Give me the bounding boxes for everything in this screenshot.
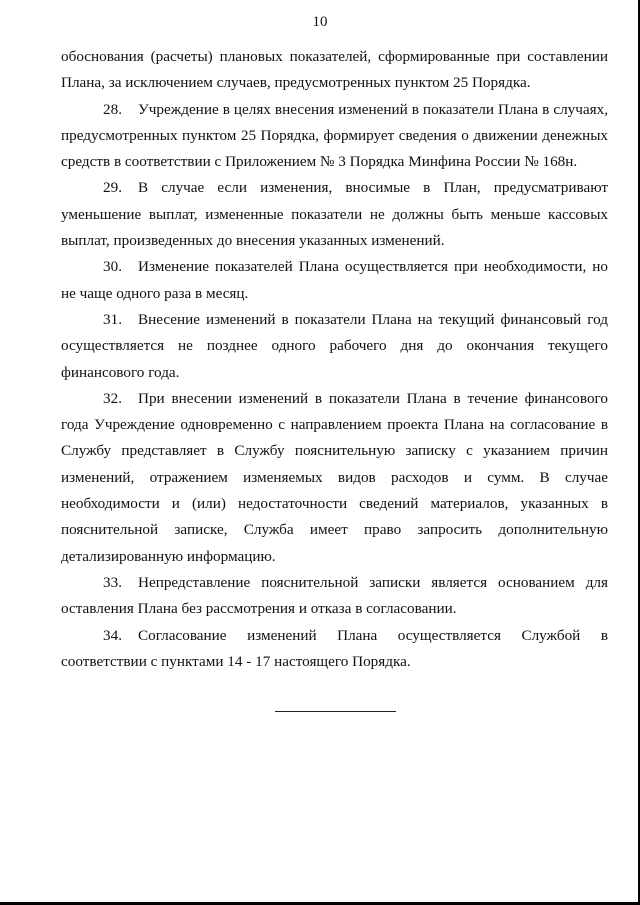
end-separator-line	[275, 711, 396, 712]
paragraph-continuation	[61, 44, 608, 97]
paragraph-29	[61, 175, 608, 254]
page-number: 10	[312, 14, 328, 30]
paragraph-number: 30.	[103, 258, 122, 276]
paragraph-31	[61, 307, 608, 386]
paragraph-number: 28.	[103, 100, 122, 118]
paragraph-28	[61, 97, 608, 176]
paragraph-32	[61, 386, 608, 570]
paragraph-text: Согласование изменений Плана осуществляется Службой в соответствии с пунктами 14 - 17 настоящего Порядка.	[61, 626, 608, 670]
paragraph-number: 34.	[103, 626, 122, 644]
paragraph-number: 31.	[103, 310, 122, 328]
paragraph-text: В случае если изменения, вносимые в План, предусматривают уменьшение выплат, измененные показатели не должны быть меньше кассовых выплат, произведенных до внесения указанных изменений.	[61, 179, 608, 250]
paragraph-number: 29.	[103, 179, 122, 197]
paragraph-text: обоснования (расчеты) плановых показателей, сформированные при составлении Плана, за исключением случаев, предусмотренных пунктом 25 Порядка.	[61, 48, 608, 92]
paragraph-33	[61, 570, 608, 623]
paragraph-text: Изменение показателей Плана осуществляется при необходимости, но не чаще одного раза в месяц.	[61, 258, 608, 302]
paragraph-number: 33.	[103, 573, 122, 591]
paragraph-text: При внесении изменений в показатели Плана в течение финансового года Учреждение одновременно с направлением проекта Плана на согласование в Службу представляет в Службу пояснительную записку с указанием причин изменений, отражением изменяемых видов расходов и сумм. В случае необходимости и (или) недостаточности сведений материалов, указанных в пояснительной записке, Служба имеет право запросить дополнительную детализированную информацию.	[61, 389, 608, 565]
paragraph-text: Учреждение в целях внесения изменений в показатели Плана в случаях, предусмотренных пунктом 25 Порядка, формирует сведения о движении денежных средств в соответствии с Приложением № 3 Порядка Минфина России № 168н.	[61, 100, 608, 171]
paragraph-text: Внесение изменений в показатели Плана на текущий финансовый год осуществляется не позднее одного рабочего дня до окончания текущего финансового года.	[61, 310, 608, 381]
paragraph-30	[61, 254, 608, 307]
document-body	[61, 44, 608, 675]
paragraph-text: Непредставление пояснительной записки является основанием для оставления Плана без рассмотрения и отказа в согласовании.	[61, 573, 608, 618]
paragraph-34	[61, 623, 608, 676]
paragraph-number: 32.	[103, 389, 122, 407]
